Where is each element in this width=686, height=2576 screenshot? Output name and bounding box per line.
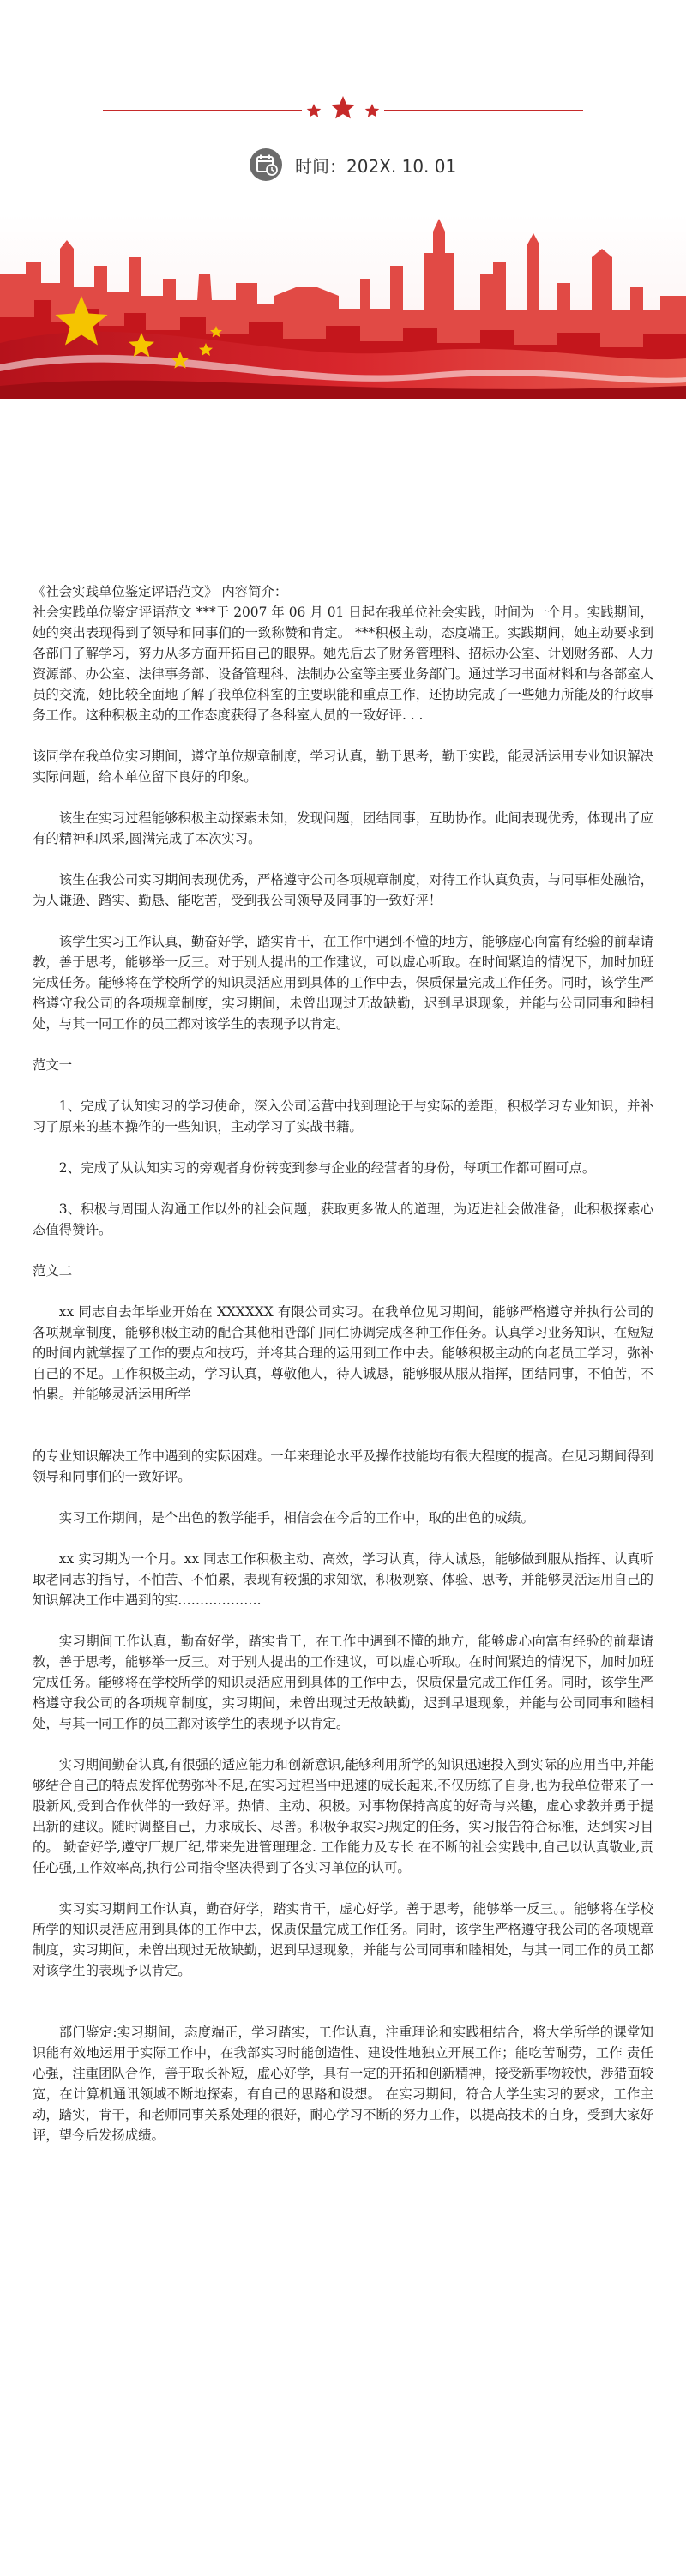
paragraph: 的专业知识解决工作中遇到的实际困难。一年来理论水平及操作技能均有很大程度的提高。在见习期间得到领导和同事们的一致好评。 (33, 1448, 653, 1484)
list-item: 3、积极与周围人沟通工作以外的社会问题，获取更多做人的道理，为迈进社会做准备，此积极探索心态值得赞许。 (33, 1201, 653, 1237)
time-row (249, 147, 456, 182)
paragraph: 该生在实习过程能够积极主动探索未知，发现问题，团结同事，互助协作。此间表现优秀，体现出了应有的精神和风采,圆满完成了本次实习。 (33, 810, 653, 846)
paragraph: 实习期间勤奋认真,有很强的适应能力和创新意识,能够利用所学的知识迅速投入到实际的应用当中,并能够结合自己的特点发挥优势弥补不足,在实习过程当中迅速的成长起来,不仅历练了自身,也为我单位带来了一股新风,受到合作伙伴的一致好评。热情、主动、积极。对事物保持高度的好奇与兴趣，虚心求教并勇于提出新的建议。随时调整自己，力求成长、尽善。积极争取实习规定的任务，实习报告符合标准，达到实习目的。 勤奋好学,遵守厂规厂纪,带来先进管理理念. 工作能力及专长 在不断的社会实践中,自己以认真敬业,责任心强,工作效率高,执行公司指令坚决得到了各实习单位的认可。 (33, 1757, 653, 1875)
intro-heading: 《社会实践单位鉴定评语范文》 内容简介： (33, 584, 288, 599)
time-label: 时间：202X. 10. 01 (295, 155, 457, 177)
paragraph: 该同学在我单位实习期间，遵守单位规章制度，学习认真，勤于思考，勤于实践，能灵活运用专业知识解决实际问题，给本单位留下良好的印象。 (33, 749, 653, 785)
calendar-clock-icon (249, 147, 283, 182)
document-body (33, 581, 653, 2146)
intro-paragraph: 社会实践单位鉴定评语范文 ***于 2007 年 06 月 01 日起在我单位社会实践，时间为一个月。实践期间，她的突出表现得到了领导和同事们的一致称赞和肯定。 ***积极主动，态度端正。实践期间，她主动要求到各部门了解学习，努力从多方面开拓自己的眼界。她先后去了财务管理科、招标办公室、计划财务部、人力资源部、办公室、法律事务部、设备管理科、法制办公室等主要业务部门。通过学习书面材料和与各部室人员的交流，她比较全面地了解了我单位科室的主要职能和重点工作，还协助完成了一些她力所能及的行政事务工作。这种积极主动的工作态度获得了各科室人员的一致好评. . . (33, 605, 653, 723)
city-skyline-banner (0, 214, 686, 399)
section-heading: 范文二 (33, 1263, 73, 1279)
header-rule-left (103, 110, 302, 111)
paragraph: 该学生实习工作认真，勤奋好学，踏实肯干，在工作中遇到不懂的地方，能够虚心向富有经验的前辈请教，善于思考，能够举一反三。对于别人提出的工作建议，可以虚心听取。在时间紧迫的情况下，加时加班完成任务。能够将在学校所学的知识灵活应用到具体的工作中去，保质保量完成工作任务。同时，该学生严格遵守我公司的各项规章制度，实习期间，未曾出现过无故缺勤，迟到早退现象，并能与公司同事和睦相处，与其一同工作的员工都对该学生的表现予以肯定。 (33, 934, 653, 1032)
paragraph: 实习期间工作认真，勤奋好学，踏实肯干，在工作中遇到不懂的地方，能够虚心向富有经验的前辈请教，善于思考，能够举一反三。对于别人提出的工作建议，可以虚心听取。在时间紧迫的情况下，加时加班完成任务。能够将在学校所学的知识灵活应用到具体的工作中去，保质保量完成工作任务。同时，该学生严格遵守我公司的各项规章制度，实习期间，未曾出现过无故缺勤，迟到早退现象，并能与公司同事和睦相处，与其一同工作的员工都对该学生的表现予以肯定。 (33, 1634, 653, 1731)
page-header (0, 0, 686, 403)
paragraph: xx 同志自去年毕业开始在 XXXXXX 有限公司实习。在我单位见习期间，能够严格遵守并执行公司的各项规章制度，能够积极主动的配合其他相관部门同仁协调完成各种工作任务。认真学习业务知识，在短短的时间内就掌握了工作的要点和技巧，并将其合理的运用到工作中去。能够积极主动的向老员工学习，弥补自己的不足。工作积极主动，学习认真，尊敬他人，待人诚恳，能够服从服从指挥，团结同事，不怕苦，不怕累。并能够灵活运用所学 (33, 1304, 653, 1402)
list-item: 2、完成了从认知实习的旁观者身份转变到参与企业的经营者的身份，每项工作都可圈可点。 (58, 1160, 596, 1176)
paragraph: 实习实习期间工作认真，勤奋好学，踏实肯干，虚心好学。善于思考，能够举一反三。。能够将在学校所学的知识灵活应用到具体的工作中去，保质保量完成工作任务。同时，该学生严格遵守我公司的各项规章制度，实习期间，未曾出现过无故缺勤，迟到早退现象，并能与公司同事和睦相处，与其一同工作的员工都对该学生的表现予以肯定。 (33, 1901, 653, 1978)
paragraph: 部门鉴定:实习期间，态度端正，学习踏实，工作认真，注重理论和实践相结合，将大学所学的课堂知识能有效地运用于实际工作中，在我部实习时能创造性、建设性地独立开展工作；能吃苦耐劳，工作 责任心强，注重团队合作，善于取长补短，虚心好学，具有一定的开拓和创新精神，接受新事物较快，涉猎面较宽，在计算机通讯领域不断地探索，有自己的思路和设想。 在实习期间，符合大学生实习的要求，工作主动，踏实，肯干，和老师同事关系处理的很好，耐心学习不断的努力工作，以提高技术的自身，受到大家好评，望今后发扬成绩。 (33, 2025, 653, 2143)
section-heading: 范文一 (33, 1057, 73, 1073)
list-item: 1、完成了认知实习的学习使命，深入公司运营中找到理论于与实际的差距，积极学习专业知识，并补习了原来的基本操作的一些知识，主动学习了实战书籍。 (33, 1098, 653, 1135)
paragraph: 实习工作期间，是个出色的教学能手，相信会在今后的工作中，取的出色的成绩。 (58, 1510, 534, 1526)
header-rule-right (384, 110, 583, 111)
three-stars-icon (300, 93, 386, 127)
paragraph: xx 实习期为一个月。xx 同志工作积极主动、高效，学习认真，待人诚恳，能够做到服从指挥、认真听取老同志的指导，不怕苦、不怕累，表现有较强的求知欲，积极观察、体验、思考，并能够灵活运用自己的知识解决工作中遇到的实………………. (33, 1551, 653, 1608)
paragraph: 该生在我公司实习期间表现优秀，严格遵守公司各项规章制度，对待工作认真负责，与同事相处融洽，为人谦逊、踏实、勤恳、能吃苦，受到我公司领导及同事的一致好评！ (33, 872, 653, 908)
